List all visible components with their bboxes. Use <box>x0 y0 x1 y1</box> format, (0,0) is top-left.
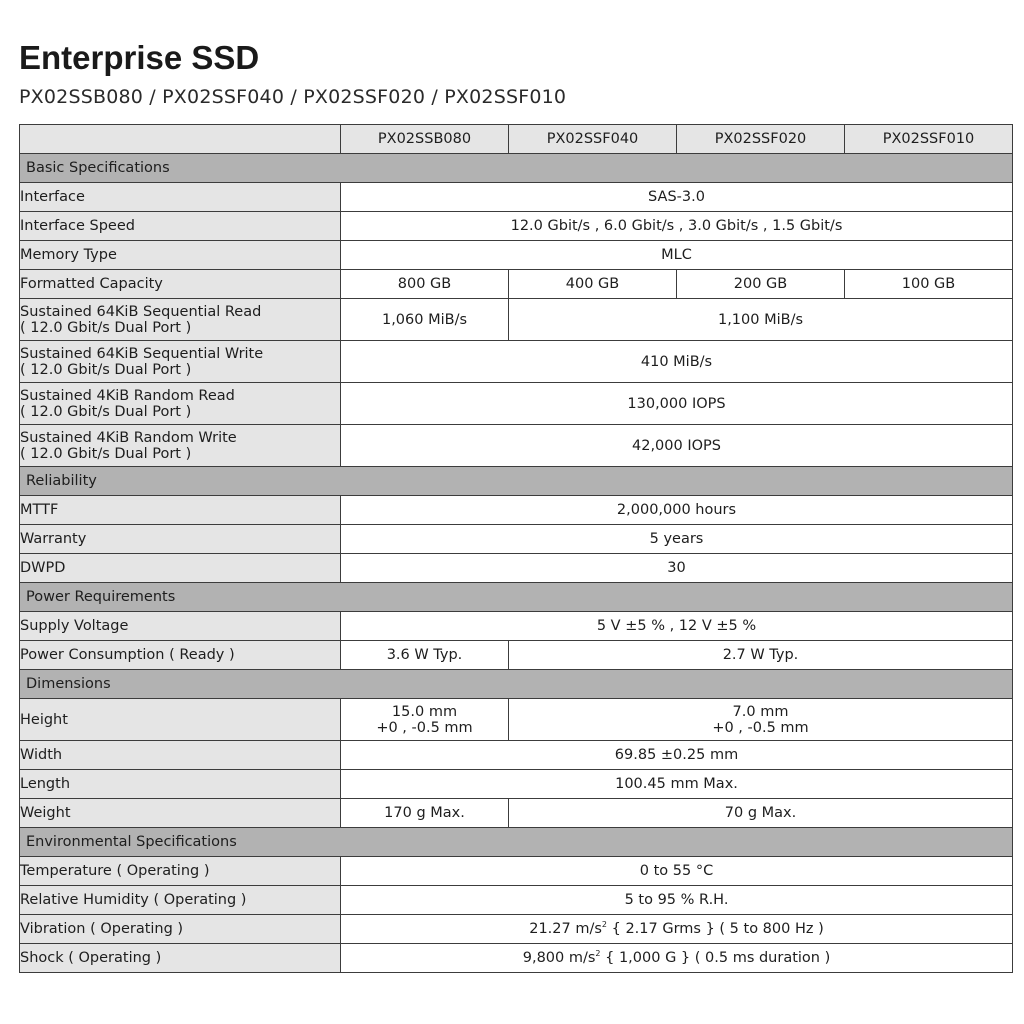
row-label-cell <box>20 425 341 467</box>
table-row <box>20 383 1013 425</box>
model-list-subtitle: PX02SSB080 / PX02SSF040 / PX02SSF020 / PX02SSF010 <box>19 86 567 108</box>
row-label: Shock ( Operating ) <box>20 944 341 973</box>
superscript: 2 <box>601 920 608 930</box>
row-label: Memory Type <box>20 241 341 270</box>
column-header-px02ssf010: PX02SSF010 <box>845 125 1013 154</box>
row-value: 12.0 Gbit/s , 6.0 Gbit/s , 3.0 Gbit/s , 1.5 Gbit/s <box>341 212 1013 241</box>
row-label: Interface <box>20 183 341 212</box>
section-row-power <box>20 583 1013 612</box>
height-tolerance: +0 , -0.5 mm <box>712 719 809 736</box>
section-heading: Power Requirements <box>20 583 1013 612</box>
row-label: Sustained 64KiB Sequential Write <box>20 345 264 362</box>
table-row <box>20 944 1013 973</box>
section-heading: Reliability <box>20 467 1013 496</box>
row-label: Width <box>20 741 341 770</box>
row-value-cell <box>341 915 1013 944</box>
section-row-basic <box>20 154 1013 183</box>
row-label-cell <box>20 341 341 383</box>
section-heading: Basic Specifications <box>20 154 1013 183</box>
row-label: DWPD <box>20 554 341 583</box>
table-row <box>20 641 1013 670</box>
table-header-row <box>20 125 1013 154</box>
row-value-cell <box>509 699 1013 741</box>
height-tolerance: +0 , -0.5 mm <box>376 719 473 736</box>
height-value: 7.0 mm <box>732 703 789 720</box>
table-row <box>20 341 1013 383</box>
row-sublabel: ( 12.0 Gbit/s Dual Port ) <box>20 403 192 420</box>
row-label: Sustained 4KiB Random Write <box>20 429 237 446</box>
row-value: 400 GB <box>509 270 677 299</box>
table-row <box>20 857 1013 886</box>
page-title: Enterprise SSD <box>19 39 260 76</box>
row-value: 130,000 IOPS <box>341 383 1013 425</box>
table-row <box>20 525 1013 554</box>
section-row-reliability <box>20 467 1013 496</box>
row-value: 42,000 IOPS <box>341 425 1013 467</box>
shock-detail: { 1,000 G } ( 0.5 ms duration ) <box>600 950 831 966</box>
section-row-environmental <box>20 828 1013 857</box>
superscript: 2 <box>595 949 601 959</box>
row-value: 5 years <box>341 525 1013 554</box>
table-row <box>20 496 1013 525</box>
row-label: MTTF <box>20 496 341 525</box>
row-value: 0 to 55 °C <box>341 857 1013 886</box>
row-label: Weight <box>20 799 341 828</box>
row-label: Temperature ( Operating ) <box>20 857 341 886</box>
row-value-cell <box>341 699 509 741</box>
vibration-value: 21.27 m/s <box>529 921 602 937</box>
row-label: Interface Speed <box>20 212 341 241</box>
section-heading: Dimensions <box>20 670 1013 699</box>
row-value-cell <box>341 944 1013 973</box>
table-row <box>20 799 1013 828</box>
row-value: 5 to 95 % R.H. <box>341 886 1013 915</box>
row-label: Vibration ( Operating ) <box>20 915 341 944</box>
row-value: 30 <box>341 554 1013 583</box>
table-row <box>20 241 1013 270</box>
table-row <box>20 183 1013 212</box>
column-header-px02ssf020: PX02SSF020 <box>677 125 845 154</box>
row-value: 2,000,000 hours <box>341 496 1013 525</box>
row-value: 100.45 mm Max. <box>341 770 1013 799</box>
row-sublabel: ( 12.0 Gbit/s Dual Port ) <box>20 361 192 378</box>
row-sublabel: ( 12.0 Gbit/s Dual Port ) <box>20 319 192 336</box>
table-row <box>20 741 1013 770</box>
table-row <box>20 299 1013 341</box>
table-row <box>20 612 1013 641</box>
row-label: Power Consumption ( Ready ) <box>20 641 341 670</box>
row-label-cell <box>20 299 341 341</box>
section-row-dimensions <box>20 670 1013 699</box>
row-value: 1,100 MiB/s <box>509 299 1013 341</box>
row-value: 69.85 ±0.25 mm <box>341 741 1013 770</box>
row-label-cell <box>20 383 341 425</box>
row-value: 70 g Max. <box>509 799 1013 828</box>
column-header-px02ssb080: PX02SSB080 <box>341 125 509 154</box>
table-row <box>20 554 1013 583</box>
row-value: SAS-3.0 <box>341 183 1013 212</box>
row-value: 170 g Max. <box>341 799 509 828</box>
row-value: 100 GB <box>845 270 1013 299</box>
table-row <box>20 212 1013 241</box>
row-value: MLC <box>341 241 1013 270</box>
table-row <box>20 886 1013 915</box>
row-value: 800 GB <box>341 270 509 299</box>
row-label: Sustained 4KiB Random Read <box>20 387 235 404</box>
vibration-detail: { 2.17 Grms } ( 5 to 800 Hz ) <box>607 921 824 937</box>
table-row <box>20 770 1013 799</box>
row-value: 200 GB <box>677 270 845 299</box>
table-row <box>20 699 1013 741</box>
row-value: 1,060 MiB/s <box>341 299 509 341</box>
row-label: Sustained 64KiB Sequential Read <box>20 303 262 320</box>
row-value: 2.7 W Typ. <box>509 641 1013 670</box>
row-value: 5 V ±5 % , 12 V ±5 % <box>341 612 1013 641</box>
shock-value: 9,800 m/s <box>522 950 596 966</box>
spec-table <box>19 124 1013 973</box>
height-value: 15.0 mm <box>391 703 458 720</box>
section-heading: Environmental Specifications <box>20 828 1013 857</box>
column-header-px02ssf040: PX02SSF040 <box>509 125 677 154</box>
row-label: Relative Humidity ( Operating ) <box>20 886 341 915</box>
row-label: Height <box>20 699 341 741</box>
row-value: 3.6 W Typ. <box>341 641 509 670</box>
row-label: Formatted Capacity <box>20 270 341 299</box>
row-sublabel: ( 12.0 Gbit/s Dual Port ) <box>20 445 192 462</box>
table-row <box>20 270 1013 299</box>
row-label: Supply Voltage <box>20 612 341 641</box>
table-row <box>20 915 1013 944</box>
row-value: 410 MiB/s <box>341 341 1013 383</box>
row-label: Warranty <box>20 525 341 554</box>
header-corner-cell <box>20 125 341 154</box>
table-row <box>20 425 1013 467</box>
row-label: Length <box>20 770 341 799</box>
